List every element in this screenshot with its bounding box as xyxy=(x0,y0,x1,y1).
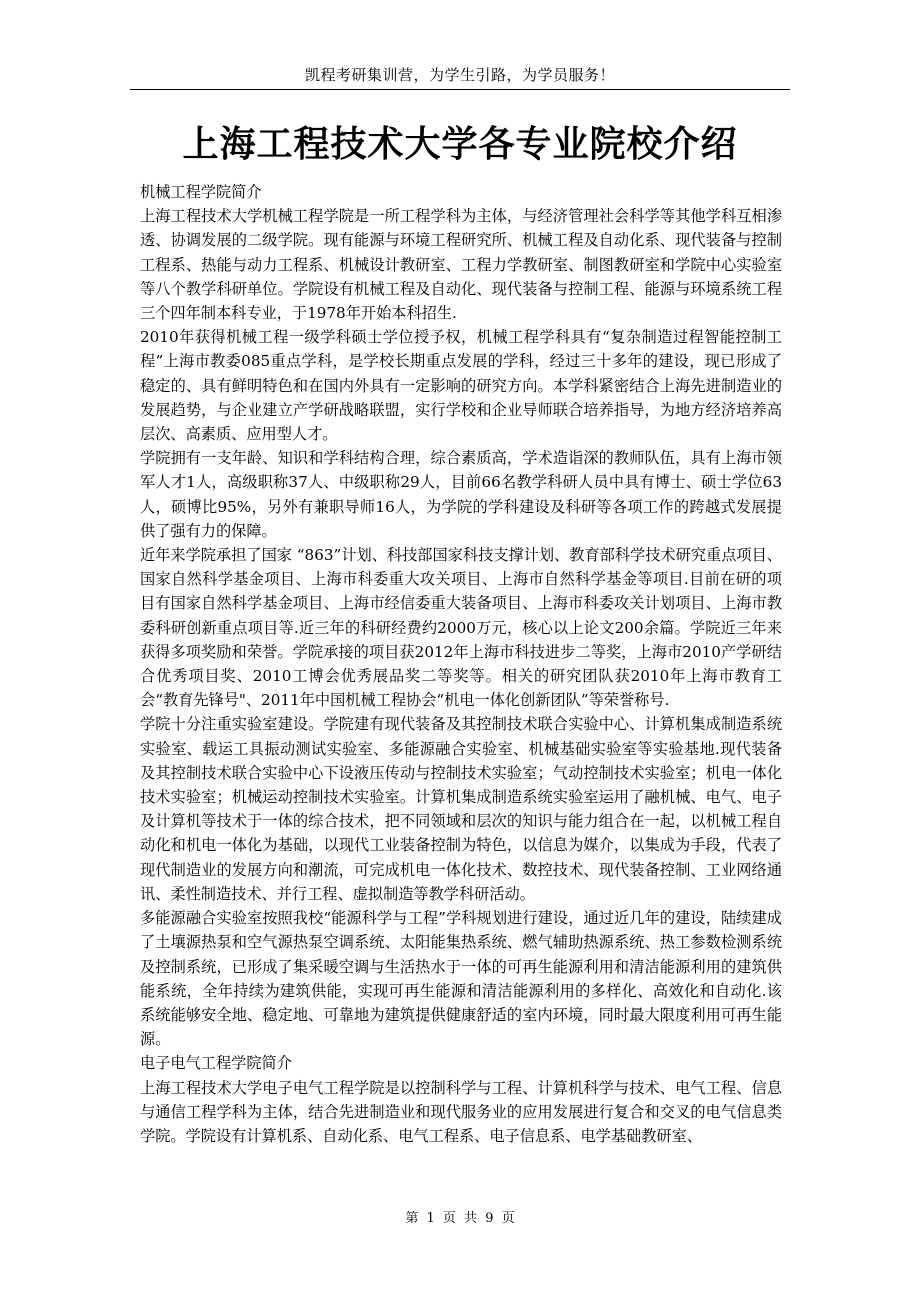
page-footer: 第 1 页 共 9 页 xyxy=(405,1211,515,1226)
paragraph: 近年来学院承担了国家 “863”计划、科技部国家科技支撑计划、教育部科学技术研究重点项目、国家自然科学基金项目、上海市科委重大攻关项目、上海市自然科学基金等项目.目前在研的项目有国家自然科学基金项目、上海市经信委重大装备项目、上海市科委攻关计划项目、上海市教委科研创新重点项目等.近三年的科研经费约2000万元，核心以上论文200余篇。学院近三年来获得多项奖励和荣誉。学院承接的项目获2012年上海市科技进步二等奖，上海市2010产学研结合优秀项目奖、2010工博会优秀展品奖二等奖等。相关的研究团队获2010年上海市教育工会“教育先锋号"、2011年中国机械工程协会“机电一体化创新团队”等荣誉称号. xyxy=(140,546,782,710)
document-title: 上海工程技术大学各专业院校介绍 xyxy=(182,123,738,165)
paragraph: 学院十分注重实验室建设。学院建有现代装备及其控制技术联合实验中心、计算机集成制造系统实验室、载运工具振动测试实验室、多能源融合实验室、机械基础实验室等实验基地.现代装备及其控制技术联合实验中心下设液压传动与控制技术实验室；气动控制技术实验室；机电一体化技术实验室；机械运动控制技术实验室。计算机集成制造系统实验室运用了融机械、电气、电子及计算机等技术于一体的综合技术，把不同领域和层次的知识与能力组合在一起，以机械工程自动化和机电一体化为基础，以现代工业装备控制为特色，以信息为媒介，以集成为手段，代表了现代制造业的发展方向和潮流，可完成机电一体化技术、数控技术、现代装备控制、工业网络通讯、柔性制造技术、并行工程、虚拟制造等教学科研活动。 xyxy=(140,715,782,903)
paragraph: 上海工程技术大学电子电气工程学院是以控制科学与工程、计算机科学与技术、电气工程、信息与通信工程学科为主体，结合先进制造业和现代服务业的应用发展进行复合和交叉的电气信息类学院。学院设有计算机系、自动化系、电气工程系、电子信息系、电学基础教研室、 xyxy=(140,1078,782,1145)
header-rule xyxy=(130,89,790,90)
paragraph: 上海工程技术大学机械工程学院是一所工程学科为主体，与经济管理社会科学等其他学科互相渗透、协调发展的二级学院。现有能源与环境工程研究所、机械工程及自动化系、现代装备与控制工程系、热能与动力工程系、机械设计教研室、工程力学教研室、制图教研室和学院中心实验室等八个教学科研单位。学院设有机械工程及自动化、现代装备与控制工程、能源与环境系统工程三个四年制本科专业，于1978年开始本科招生. xyxy=(140,207,782,323)
document-body xyxy=(140,180,782,1148)
section-heading-mechanical: 机械工程学院简介 xyxy=(140,183,262,201)
paragraph: 多能源融合实验室按照我校“能源科学与工程”学科规划进行建设，通过近几年的建设，陆续建成了土壤源热泵和空气源热泵空调系统、太阳能集热系统、燃气辅助热源系统、热工参数检测系统及控制系统，已形成了集采暖空调与生活热水于一体的可再生能源利用和清洁能源利用的建筑供能系统，全年持续为建筑供能，实现可再生能源和清洁能源利用的多样化、高效化和自动化.该系统能够安全地、稳定地、可靠地为建筑提供健康舒适的室内环境，同时最大限度利用可再生能源。 xyxy=(140,909,782,1049)
paragraph: 学院拥有一支年龄、知识和学科结构合理，综合素质高，学术造诣深的教师队伍，具有上海市领军人才1人，高级职称37人、中级职称29人，目前66名教学科研人员中具有博士、硕士学位63人，硕博比95%，另外有兼职导师16人，为学院的学科建设及科研等各项工作的跨越式发展提供了强有力的保障。 xyxy=(140,449,782,540)
section-heading-electrical: 电子电气工程学院简介 xyxy=(140,1054,292,1073)
paragraph: 2010年获得机械工程一级学科硕士学位授予权，机械工程学科具有“复杂制造过程智能控制工程”上海市教委085重点学科，是学校长期重点发展的学科，经过三十多年的建设，现已形成了稳定的、具有鲜明特色和在国内外具有一定影响的研究方向。本学科紧密结合上海先进制造业的发展趋势，与企业建立产学研战略联盟，实行学校和企业导师联合培养指导，为地方经济培养高层次、高素质、应用型人才。 xyxy=(140,328,782,444)
page-header: 凯程考研集训营，为学生引路，为学员服务！ xyxy=(304,66,615,84)
